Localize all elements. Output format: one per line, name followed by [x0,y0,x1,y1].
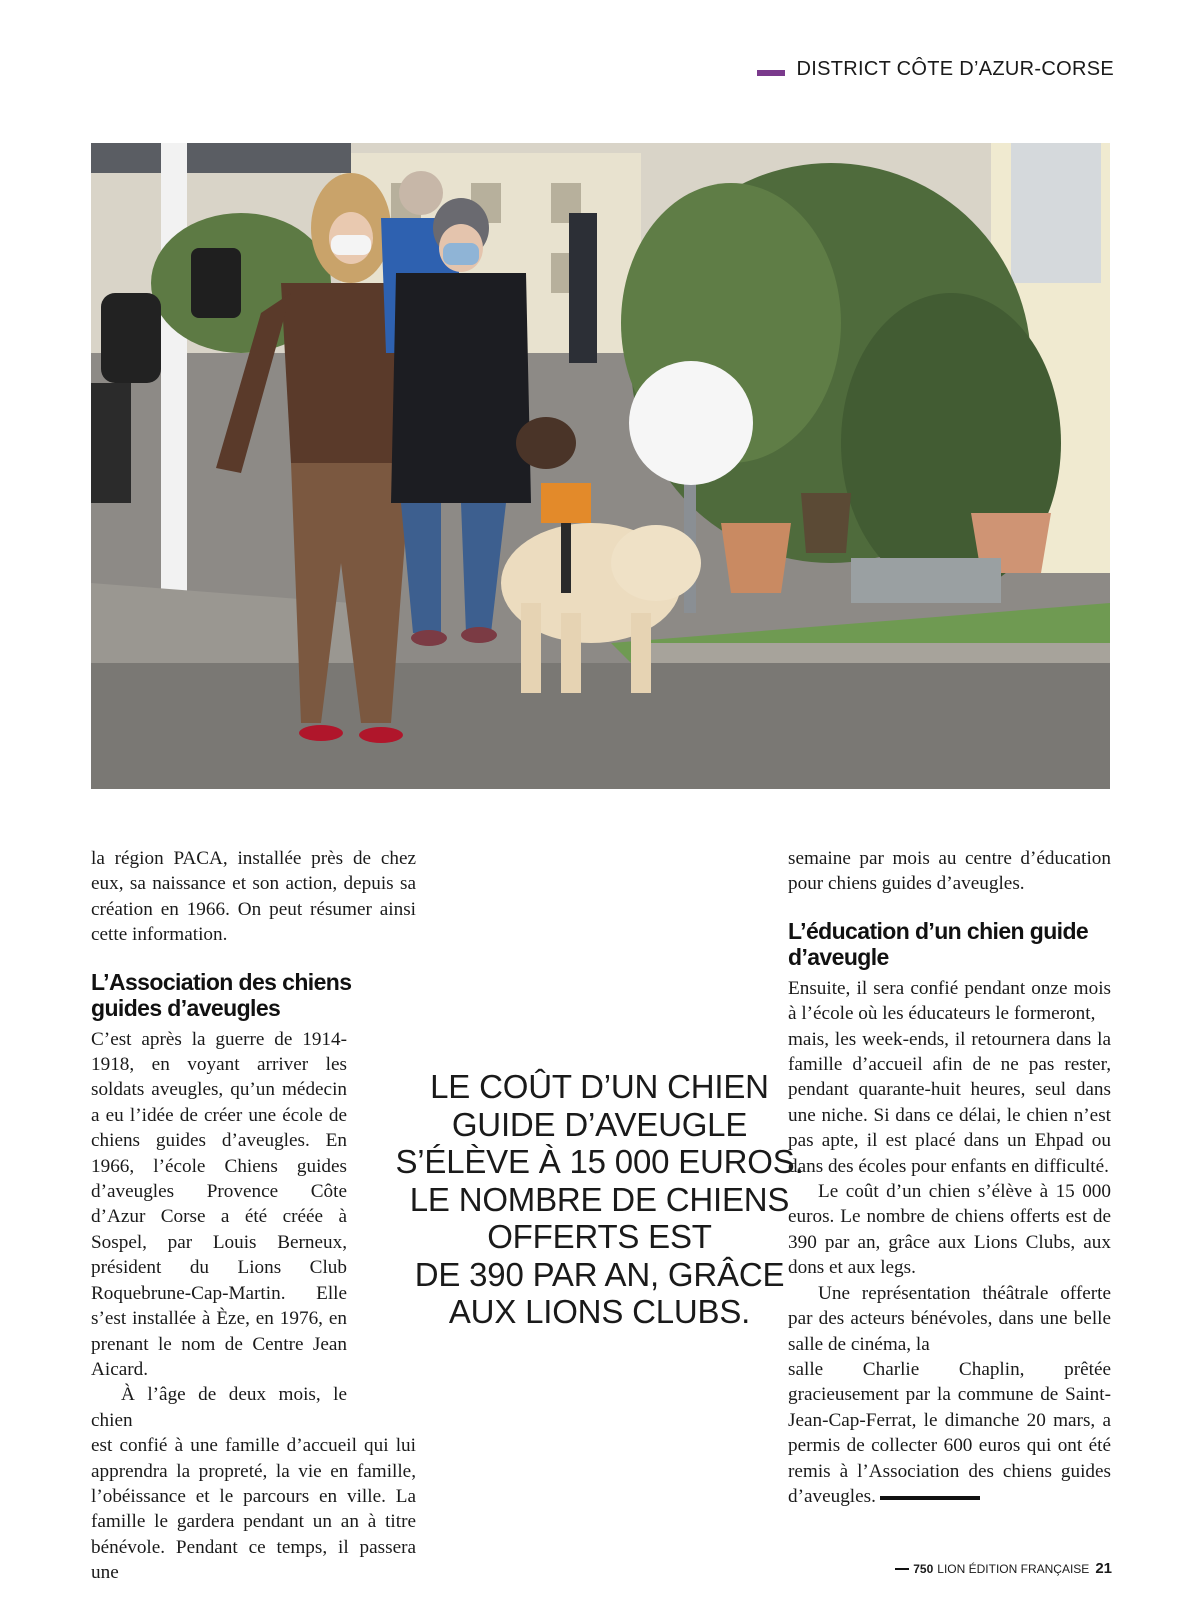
pull-quote-line: AUX LIONS CLUBS. [448,1293,751,1330]
footer-bar [895,1568,909,1570]
pull-quote [393,1068,806,1331]
right-paragraph-4-start: Une représentation théâtrale offerte par des acteurs bénévoles, dans une belle salle de cinéma, la [788,1282,1111,1355]
left-subhead: L’Association des chiens guides d’aveugles [91,968,352,1021]
section-header [757,58,1114,81]
right-paragraph-4-text: salle Charlie Chaplin, prêtée gracieusement par la commune de Saint-Jean-Cap-Ferrat, le dimanche 20 mars, a permis de collecter 600 euros qui ont été remis à l’Association des chiens guides d’aveugles. [788,1358,1111,1507]
right-paragraph-1: semaine par mois au centre d’éducation pour chiens guides d’aveugles. [788,848,1111,895]
right-paragraph-4-cont [788,1357,1111,1509]
left-paragraph-3-cont: est confié à une famille d’accueil qui lui apprendra la propreté, la vie en famille, l’obéissance et le parcours en ville. La famille le gardera pendant un an à titre bénévole. Pendant ce temps, il passera une [91,1435,416,1584]
page-footer [895,1560,1112,1577]
pull-quote-line: GUIDE D’AVEUGLE [451,1105,748,1143]
pull-quote-line: OFFERTS EST [487,1218,712,1255]
left-paragraph-3-start: À l’âge de deux mois, le chien [91,1384,347,1431]
right-paragraph-2-cont: mais, les week-ends, il retournera dans la famille d’accueil afin de ne pas rester, pendant quarante-huit heures, seul dans une niche. Si dans ce délai, le chien n’est pas apte, il est placé dans un Ehpad ou dans des écoles pour enfants en difficulté. [788,1028,1111,1177]
pull-quote-line: DE 390 PAR AN, GRÂCE [414,1255,785,1293]
right-column [788,846,1111,1509]
article-photo [91,143,1110,789]
end-of-article-mark [880,1496,980,1500]
page-number: 21 [1095,1560,1112,1577]
section-accent-bar [757,70,785,76]
left-paragraph-2: C’est après la guerre de 1914-1918, en voyant arriver les soldats aveugles, qu’un médecin a eu l’idée de créer une école de chiens guides d’aveugles. En 1966, l’école Chiens guides d’aveugles Provence Côte d’Azur Corse a été créée à Sospel, par Louis Berneux, président du Lions Club Roquebrune-Cap-Martin. Elle s’est installée à Èze, en 1976, en prenant le nom de Centre Jean Aicard. [91,1028,347,1380]
footer-publication: LION ÉDITION FRANÇAISE [937,1561,1090,1576]
pull-quote-line: LE COÛT D’UN CHIEN [430,1068,769,1105]
left-column [91,846,416,1586]
right-paragraph-2-start: Ensuite, il sera confié pendant onze mois à l’école où les éducateurs le formeront, [788,977,1111,1025]
right-subhead: L’éducation d’un chien guide d’aveugle [788,917,1089,970]
section-label: DISTRICT CÔTE D’AZUR-CORSE [796,58,1114,80]
pull-quote-line: S’ÉLÈVE À 15 000 EUROS. [395,1143,804,1180]
footer-issue-number: 750 [913,1561,934,1576]
left-paragraph-1: la région PACA, installée près de chez eux, sa naissance et son action, depuis sa création en 1966. On peut résumer ainsi cette information. [91,848,416,946]
right-paragraph-3: Le coût d’un chien s’élève à 15 000 euros. Le nombre de chiens offerts est de 390 par an, grâce aux Lions Clubs, aux dons et aux legs. [788,1181,1111,1279]
pull-quote-line: LE NOMBRE DE CHIENS [409,1180,790,1218]
photo-illustration [91,143,1110,789]
